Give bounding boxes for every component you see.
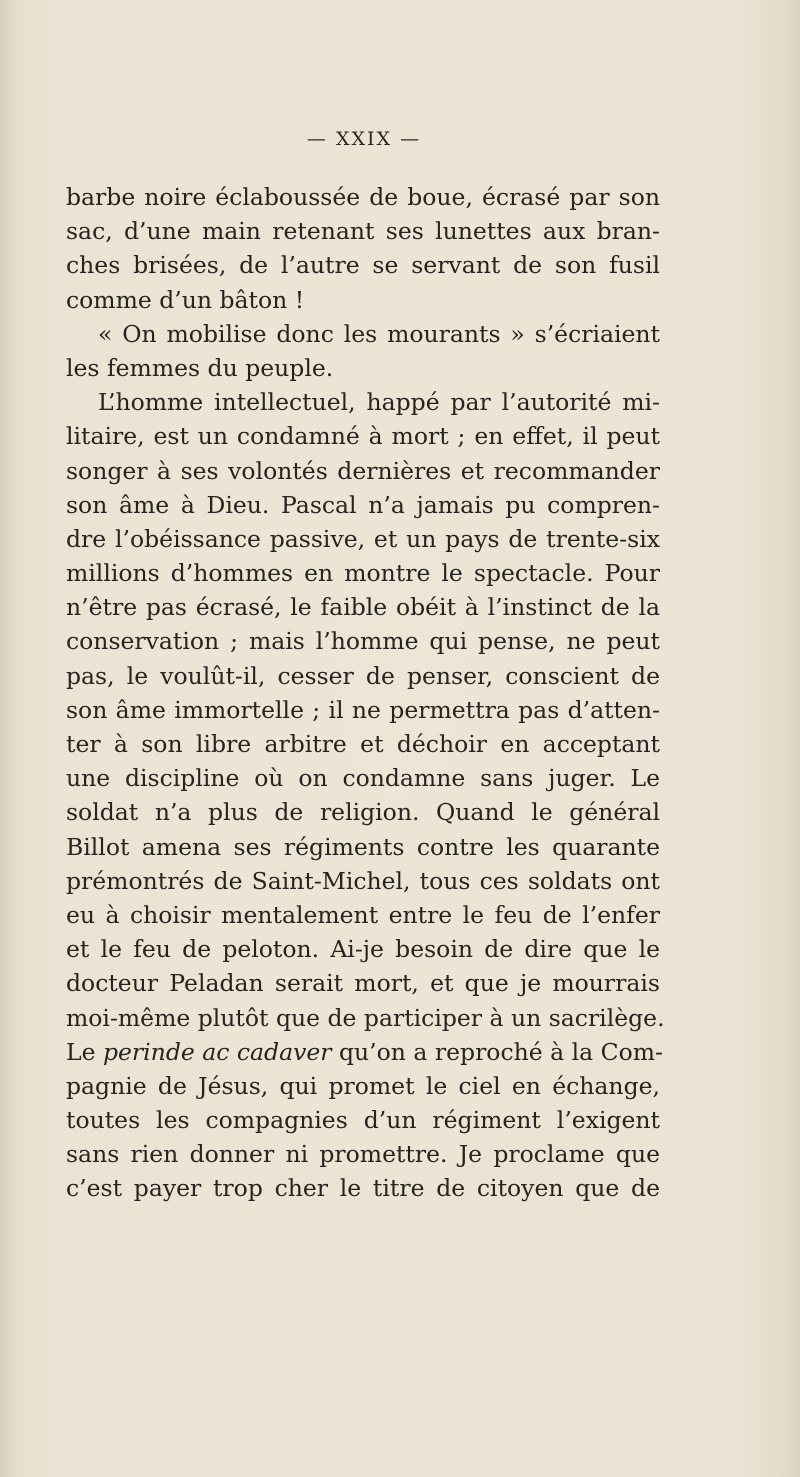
text-line: « On mobilise donc les mourants » s’écriaient	[98, 319, 660, 348]
text-line: soldat n’a plus de religion. Quand le général	[66, 798, 660, 827]
text-line: et le feu de peloton. Ai-je besoin de dire que le	[66, 935, 660, 964]
text-line: pas, le voulût-il, cesser de penser, conscient de	[66, 661, 660, 690]
latin-phrase: perinde ac cadaver	[102, 1037, 332, 1066]
text-line: moi-même plutôt que de participer à un sacrilège.	[66, 1003, 665, 1032]
text-line: comme d’un bâton !	[66, 285, 305, 314]
page-number: — XXIX —	[306, 128, 422, 150]
text-line: conservation ; mais l’homme qui pense, ne peut	[66, 627, 660, 656]
text-line: eu à choisir mentalement entre le feu de l’enfer	[66, 900, 660, 929]
text-line: toutes les compagnies d’un régiment l’exigent	[66, 1106, 660, 1135]
text-line: n’être pas écrasé, le faible obéit à l’instinct de la	[66, 593, 660, 622]
text-line: barbe noire éclaboussée de boue, écrasé par son	[66, 183, 660, 211]
text-fragment: Le	[66, 1037, 103, 1066]
text-line: une discipline où on condamne sans juger. Le	[66, 764, 660, 793]
text-line: L’homme intellectuel, happé par l’autorité mi-	[98, 388, 660, 417]
body-text	[66, 180, 665, 1206]
text-line: ter à son libre arbitre et déchoir en acceptant	[66, 730, 660, 758]
text-line: son âme à Dieu. Pascal n’a jamais pu compren-	[66, 490, 660, 519]
text-line: sans rien donner ni promettre. Je proclame que	[66, 1140, 660, 1169]
text-line: millions d’hommes en montre le spectacle. Pour	[66, 559, 660, 588]
text-line: c’est payer trop cher le titre de citoyen que de	[66, 1174, 660, 1203]
text-line: sac, d’une main retenant ses lunettes aux bran-	[66, 217, 660, 246]
text-line: docteur Peladan serait mort, et que je mourrais	[66, 969, 660, 998]
text-line: pagnie de Jésus, qui promet le ciel en échange,	[66, 1071, 660, 1100]
text-line: prémontrés de Saint-Michel, tous ces soldats ont	[66, 866, 660, 895]
text-line: ches brisées, de l’autre se servant de son fusil	[66, 251, 660, 280]
text-line-italic	[66, 1035, 663, 1069]
text-line: son âme immortelle ; il ne permettra pas d’atten-	[66, 695, 660, 724]
text-line: Billot amena ses régiments contre les quarante	[66, 832, 660, 861]
text-line: songer à ses volontés dernières et recommander	[66, 456, 660, 485]
text-fragment: qu’on a reproché à la Com-	[331, 1037, 663, 1066]
text-line: dre l’obéissance passive, et un pays de trente-six	[66, 524, 660, 553]
text-line: litaire, est un condamné à mort ; en effet, il peut	[66, 422, 660, 451]
text-line: les femmes du peuple.	[66, 353, 334, 382]
